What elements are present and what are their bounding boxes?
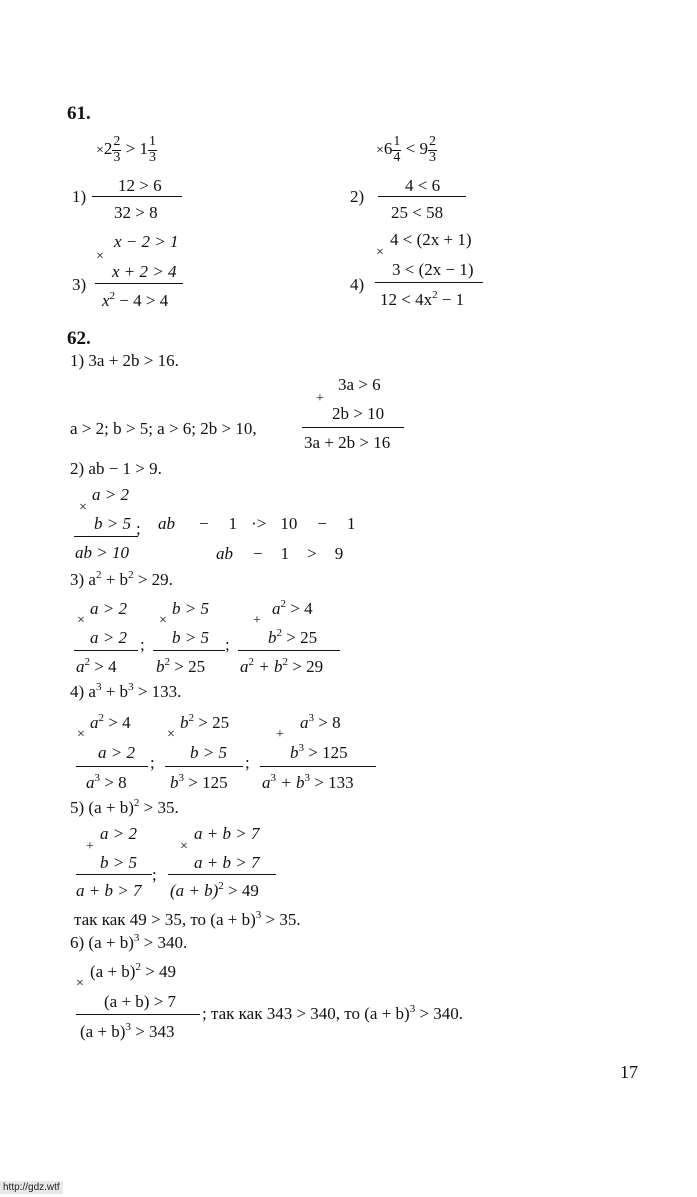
p61-4-result: $12 < 4x^2 - 1$: [380, 289, 465, 309]
p62-2-l2: b > 5: [94, 514, 131, 533]
p62-6-l1: $(a + b)^2 > 49$: [90, 961, 177, 981]
fraction-bar: [76, 1014, 200, 1015]
semicolon: ;: [136, 519, 141, 538]
semicolon: ;: [245, 753, 250, 772]
p62-1-l1: 3a > 6: [338, 375, 381, 394]
p62-4-statement: 4) $a^3 + b^3 > 133$.: [70, 681, 182, 701]
p61-3-line1: x − 2 > 1: [114, 232, 179, 251]
p61-3-line2: x + 2 > 4: [112, 262, 177, 281]
page-number: 17: [620, 1062, 638, 1082]
fraction-bar: [153, 650, 225, 651]
p62-2-row2: ab − 1 > 9: [216, 544, 344, 563]
p61-4-line1: 4 < (2x + 1): [390, 230, 472, 249]
plus-sign: +: [316, 391, 324, 406]
p62-3-c2-res: $b^2 > 25$: [156, 656, 206, 676]
p62-3-c3-l2: $b^2 > 25$: [268, 627, 318, 647]
p62-3-c2-l2: b > 5: [172, 628, 209, 647]
p62-1-statement: 1) 3a + 2b > 16.: [70, 351, 179, 370]
p62-2-row1: ab − 1 ·> 10 − 1: [158, 514, 356, 533]
p62-4-c2-l2: b > 5: [190, 743, 227, 762]
p62-2-statement: 2) ab − 1 > 9.: [70, 459, 162, 478]
p61-1-label: 1): [72, 187, 87, 206]
semicolon: ;: [150, 753, 155, 772]
semicolon: ;: [140, 635, 145, 654]
p62-6-result: $(a + b)^3 > 343$: [80, 1021, 175, 1041]
multiply-sign: ×: [76, 976, 84, 991]
p62-5-conclusion: так как 49 > 35, то $(a + b)^3 > 35$.: [74, 909, 301, 929]
p61-3-label: 3): [72, 275, 87, 294]
p62-4-c3-l1: $a^3 > 8$: [300, 712, 341, 732]
p62-3-c3-res: $a^2 + b^2 > 29$: [240, 656, 324, 676]
fraction-bar: [95, 283, 183, 284]
p62-3-c1-l2: a > 2: [90, 628, 127, 647]
multiply-sign: ×: [159, 613, 167, 628]
multiply-sign: ×: [376, 143, 384, 159]
p62-4-c2-res: $b^3 > 125$: [170, 772, 228, 792]
p61-2-result: 25 < 58: [391, 203, 444, 222]
p61-2-label: 2): [350, 187, 365, 206]
p61-4-line2: 3 < (2x − 1): [392, 260, 474, 279]
p62-4-c1-l1: $a^2 > 4$: [90, 712, 131, 732]
p62-1-text: a > 2; b > 5; a > 6; 2b > 10,: [70, 419, 257, 438]
problem-61-number: 61.: [67, 103, 91, 124]
p62-2-l1: a > 2: [92, 485, 129, 504]
p62-4-c2-l1: $b^2 > 25$: [180, 712, 230, 732]
p62-5-c1-l2: b > 5: [100, 853, 137, 872]
p61-3-result: $x^2 - 4 > 4$: [102, 290, 169, 310]
multiply-sign: ×: [96, 143, 104, 159]
p62-5-c1-res: a + b > 7: [76, 881, 142, 900]
fraction-bar: [302, 427, 404, 428]
fraction-bar: [168, 874, 276, 875]
p62-4-c1-res: $a^3 > 8$: [86, 772, 127, 792]
fraction-bar: [74, 650, 138, 651]
p62-5-statement: 5) $(a + b)^2 > 35$.: [70, 797, 179, 817]
p62-1-result: 3a + 2b > 16: [304, 433, 391, 452]
p62-3-c3-l1: $a^2 > 4$: [272, 598, 313, 618]
multiply-sign: ×: [79, 500, 87, 515]
p62-4-c3-l2: $b^3 > 125$: [290, 742, 348, 762]
multiply-sign: ×: [180, 839, 188, 854]
p62-5-c1-l1: a > 2: [100, 824, 137, 843]
p61-1-result: 32 > 8: [114, 203, 158, 222]
p61-2-line2: 4 < 6: [405, 176, 441, 195]
multiply-sign: ×: [376, 245, 384, 260]
fraction-bar: [238, 650, 340, 651]
semicolon: ;: [225, 635, 230, 654]
fraction-bar: [260, 766, 376, 767]
fraction-bar: [92, 196, 182, 197]
fraction-bar: [74, 536, 138, 537]
p62-5-c2-l1: a + b > 7: [194, 824, 260, 843]
p62-4-c1-l2: a > 2: [98, 743, 135, 762]
p62-3-c1-l1: a > 2: [90, 599, 127, 618]
plus-sign: +: [253, 613, 261, 628]
fraction-bar: [378, 196, 466, 197]
fraction-bar: [76, 766, 148, 767]
fraction-bar: [165, 766, 243, 767]
watermark-link[interactable]: http://gdz.wtf: [0, 1181, 63, 1194]
p62-3-statement: 3) $a^2 + b^2 > 29$.: [70, 569, 173, 589]
plus-sign: +: [86, 839, 94, 854]
p62-5-c2-l2: a + b > 7: [194, 853, 260, 872]
semicolon: ;: [152, 865, 157, 884]
p62-6-tail: ; так как 343 > 340, то $(a + b)^3 > 340$.: [202, 1003, 464, 1023]
fraction-bar: [375, 282, 483, 283]
p62-3-c2-l1: b > 5: [172, 599, 209, 618]
multiply-sign: ×: [167, 727, 175, 742]
p61-4-label: 4): [350, 275, 365, 294]
p62-1-l2: 2b > 10: [332, 404, 385, 423]
multiply-sign: ×: [96, 249, 104, 264]
multiply-sign: ×: [77, 727, 85, 742]
p62-3-c1-res: $a^2 > 4$: [76, 656, 117, 676]
p61-2-line1: ×6 $\frac{1}{4}$ < 9 $\frac{2}{3}$: [376, 134, 436, 165]
p61-1-line1: ×2 $\frac{2}{3}$ > 1 $\frac{1}{3}$: [96, 134, 156, 165]
problem-62-number: 62.: [67, 328, 91, 349]
p62-6-l2: (a + b) > 7: [104, 992, 177, 1011]
p61-1-line2: 12 > 6: [118, 176, 162, 195]
p62-6-statement: 6) $(a + b)^3 > 340$.: [70, 932, 188, 952]
multiply-sign: ×: [77, 613, 85, 628]
plus-sign: +: [276, 727, 284, 742]
p62-4-c3-res: $a^3 + b^3 > 133$: [262, 772, 354, 792]
p62-2-result: ab > 10: [75, 543, 129, 562]
p62-5-c2-res: $(a + b)^2 > 49$: [170, 880, 259, 900]
fraction-bar: [76, 874, 152, 875]
